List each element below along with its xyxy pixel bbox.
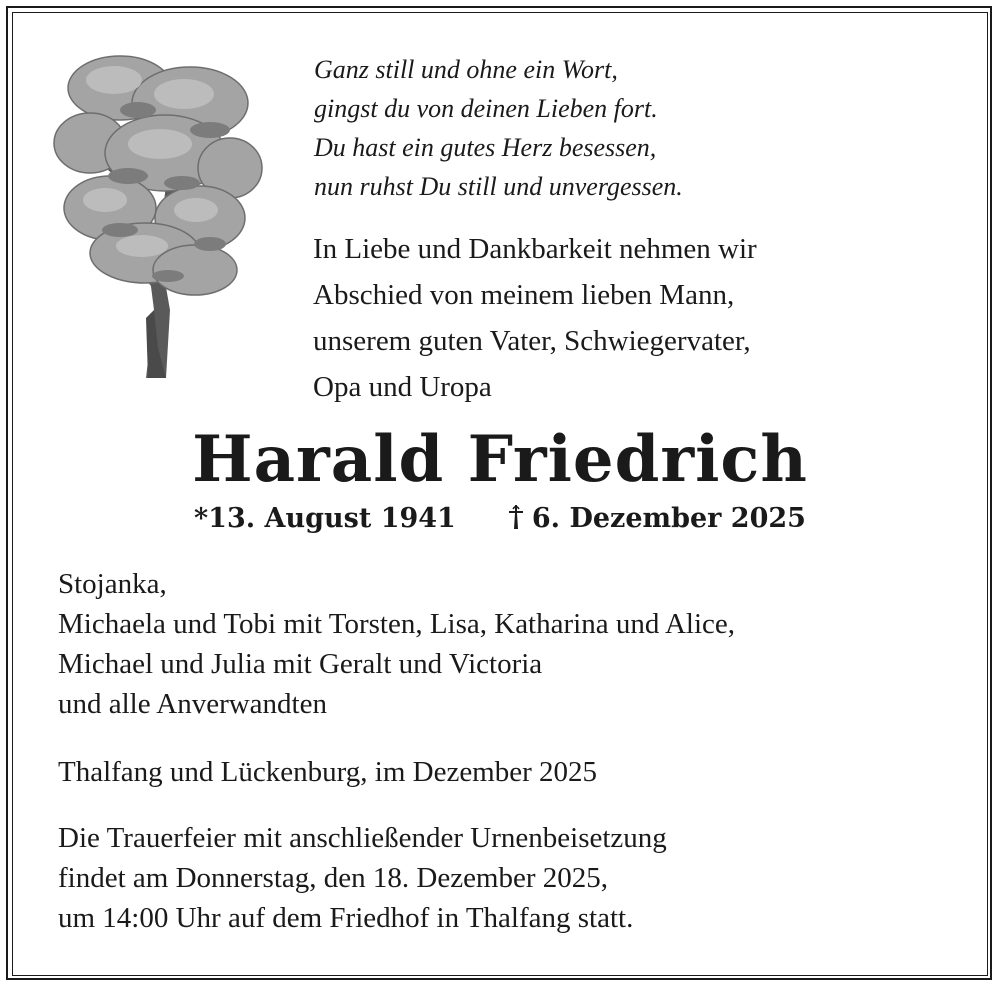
poem-line: nun ruhst Du still und unvergessen.: [314, 172, 683, 201]
ceremony-info: [58, 818, 667, 938]
family-line: Stojanka,: [58, 568, 167, 600]
place-date: Thalfang und Lückenburg, im Dezember 2025: [58, 756, 598, 788]
intro-line: Opa und Uropa: [313, 371, 492, 403]
family-line: Michael und Julia mit Geralt und Victoria: [58, 648, 543, 680]
tree-illustration: [50, 48, 265, 388]
ceremony-line: Die Trauerfeier mit anschließender Urnenbeisetzung: [58, 822, 667, 854]
cross-icon: [506, 503, 526, 531]
poem-line: gingst du von deinen Lieben fort.: [314, 94, 658, 123]
poem-line: Ganz still und ohne ein Wort,: [314, 55, 618, 84]
family-list: [58, 564, 735, 724]
death-date: 6. Dezember 2025: [531, 503, 806, 534]
poem-line: Du hast ein gutes Herz besessen,: [314, 133, 657, 162]
intro-line: Abschied von meinem lieben Mann,: [313, 279, 735, 311]
family-line: und alle Anverwandten: [58, 688, 327, 720]
ceremony-line: findet am Donnerstag, den 18. Dezember 2025,: [58, 862, 609, 894]
birth-date: *13. August 1941: [194, 503, 456, 534]
intro-line: unserem guten Vater, Schwiegervater,: [313, 325, 751, 357]
intro-line: In Liebe und Dankbarkeit nehmen wir: [313, 233, 757, 265]
family-line: Michaela und Tobi mit Torsten, Lisa, Katharina und Alice,: [58, 608, 736, 640]
ceremony-line: um 14:00 Uhr auf dem Friedhof in Thalfang statt.: [58, 902, 634, 934]
poem: [314, 50, 683, 206]
intro-text: [313, 226, 757, 410]
deceased-name: Harald Friedrich: [192, 422, 808, 497]
life-dates: [0, 503, 1000, 534]
